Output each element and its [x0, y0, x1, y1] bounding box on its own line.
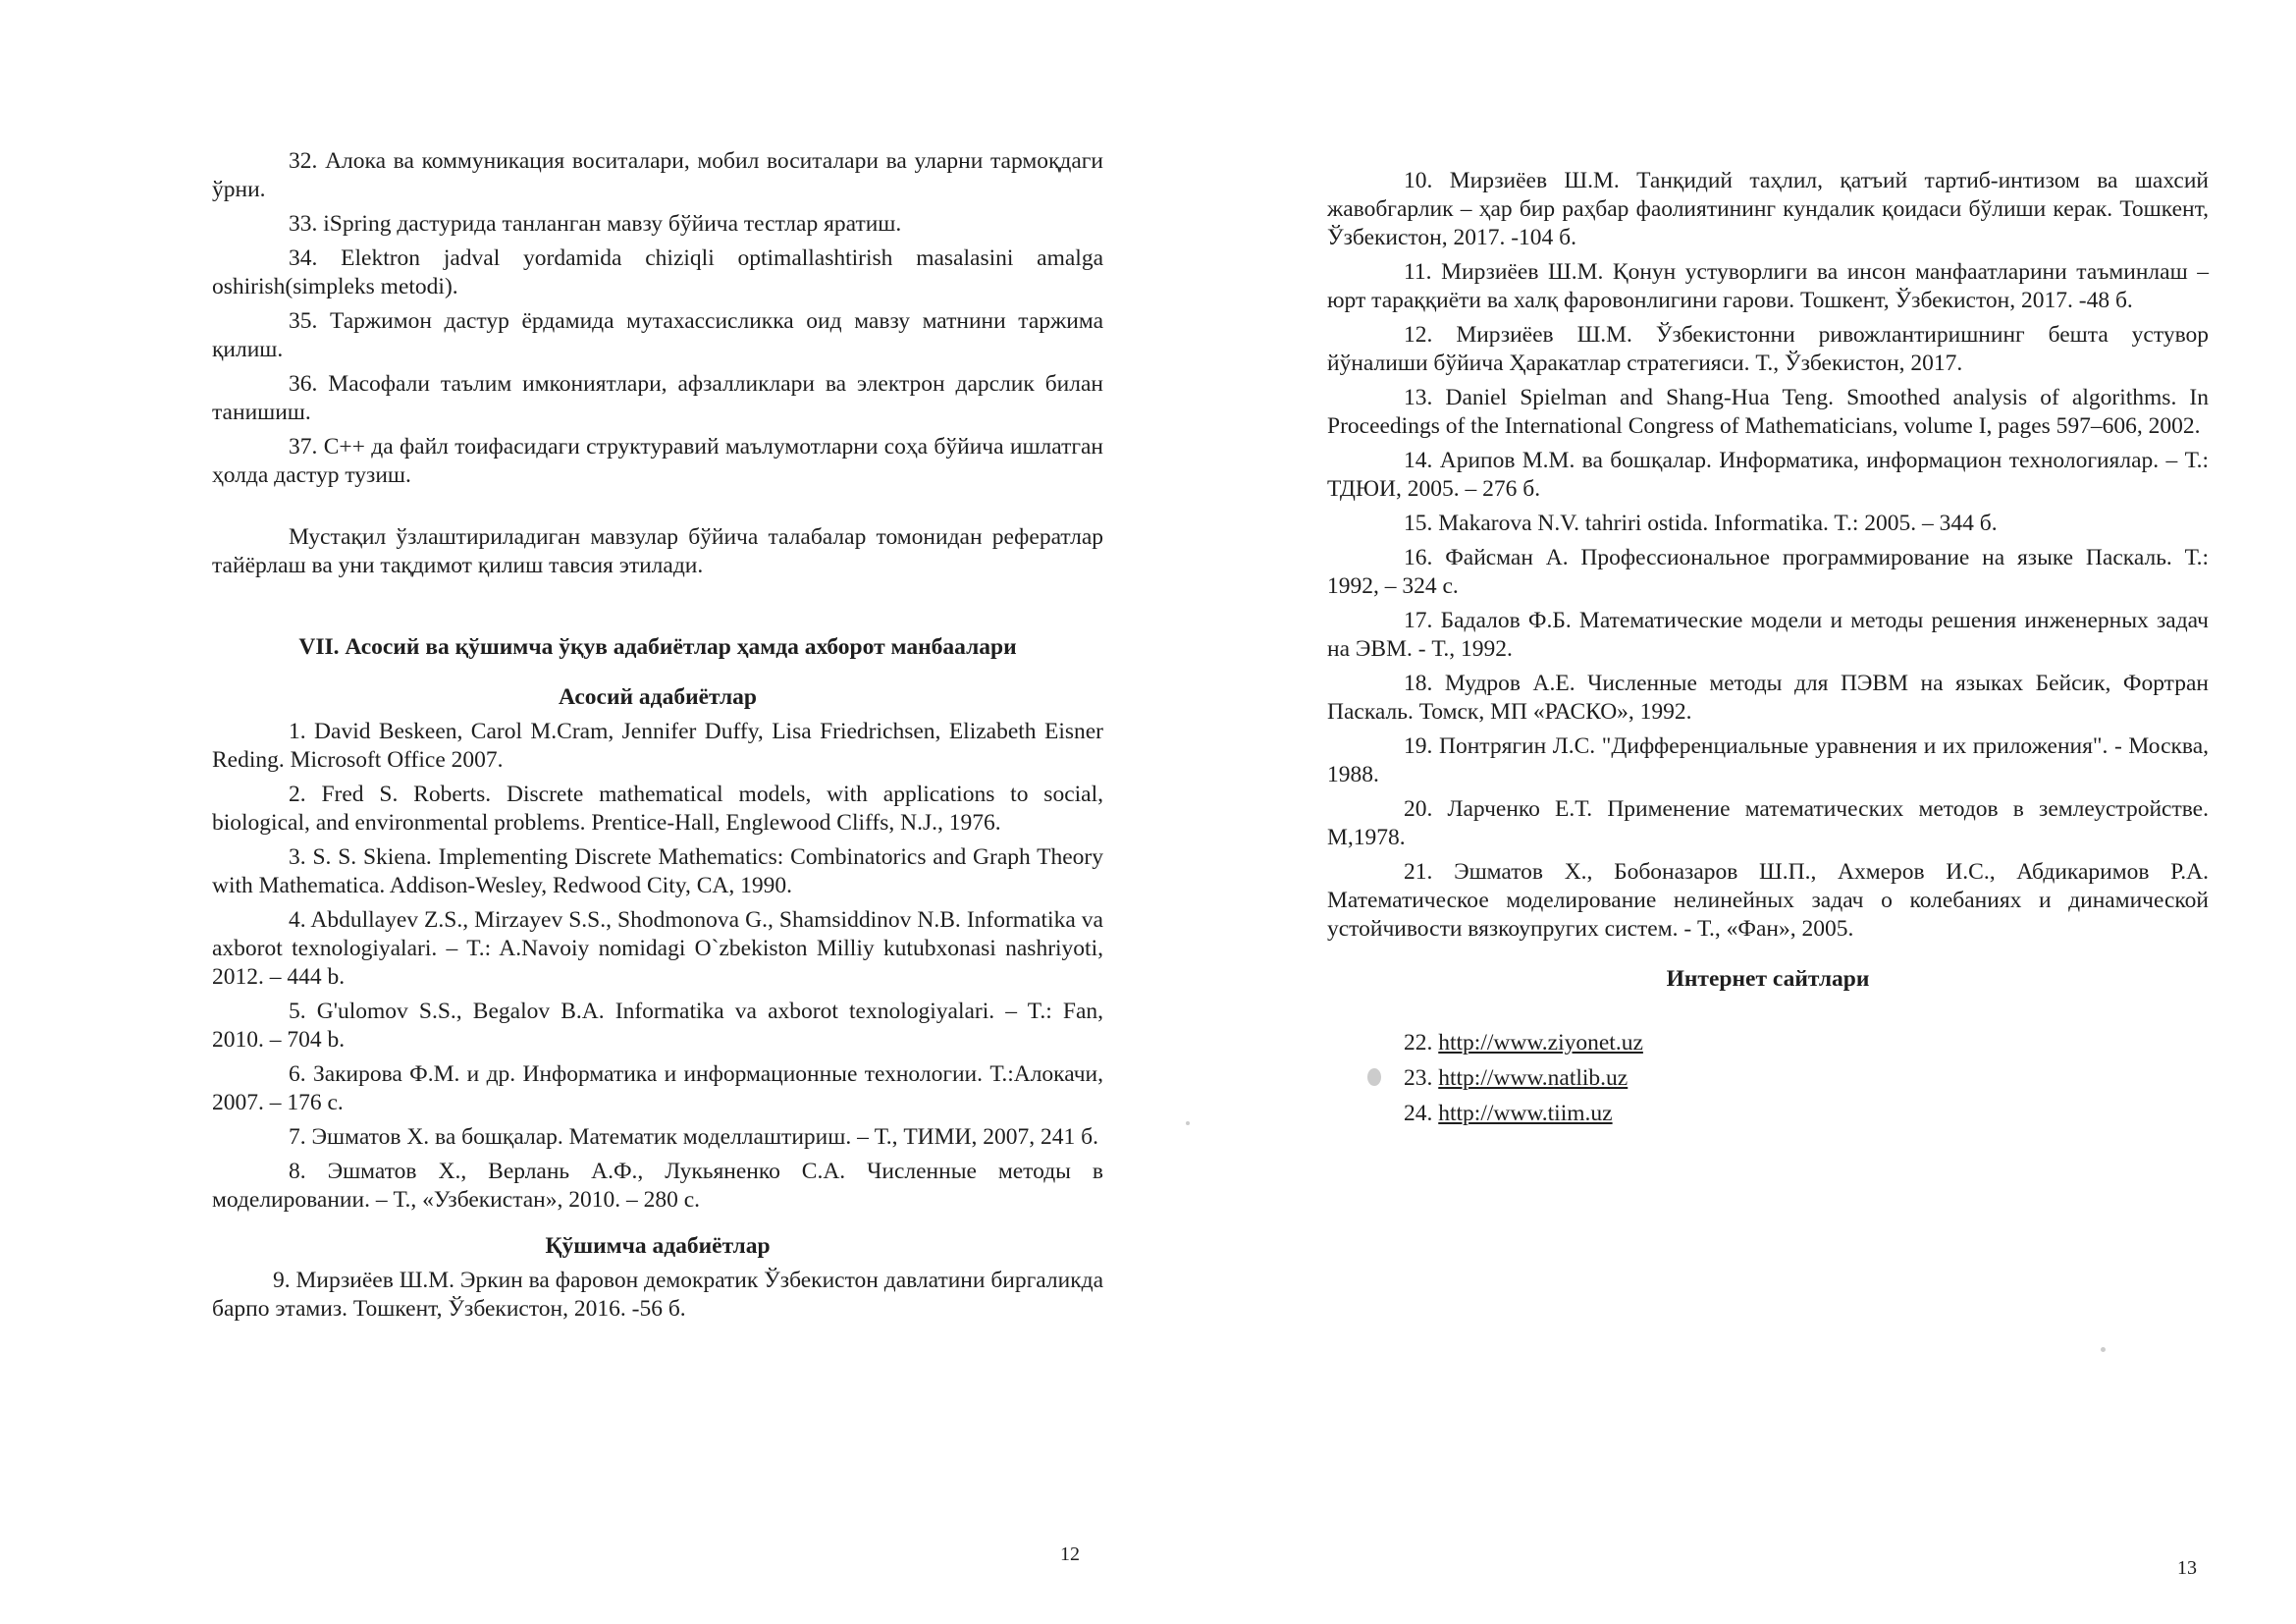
reference-item: 9. Мирзиёев Ш.М. Эркин ва фаровон демократик Ўзбекистон давлатини биргаликда барпо этамиз. Тошкент, Ўзбекистон, 2016. -56 б. [212, 1268, 1103, 1322]
reference-item: 16. Файсман А. Профессиональное программирование на языке Паскаль. Т.: 1992, – 324 с. [1327, 545, 2210, 599]
right-page [1148, 0, 2296, 1624]
right-page-content [1327, 167, 2209, 1135]
reference-item: 17. Бадалов Ф.Б. Математические модели и методы решения инженерных задач на ЭВМ. - Т., 1992. [1327, 608, 2209, 662]
list-item: 35. Таржимон дастур ёрдамида мутахассисликка оид мавзу матнини таржима қилиш. [212, 308, 1103, 362]
left-page-content [212, 147, 1103, 1329]
list-item: 34. Elektron jadval yordamida chiziqli optimallashtirish masalasini amalga oshirish(simpleks metodi). [212, 245, 1103, 299]
reference-item: 13. Daniel Spielman and Shang-Hua Teng. Smoothed analysis of algorithms. In Proceedings of the International Congress of Mathematicians, volume I, pages 597–606, 2002. [1327, 385, 2209, 439]
link-item: 22. http://www.ziyonet.uz [1404, 1030, 1643, 1056]
reference-item: 8. Эшматов Х., Верлань А.Ф., Лукьяненко С.А. Численные методы в моделировании. – Т., «Узбекистан», 2010. – 280 с. [212, 1159, 1103, 1213]
reference-item: 14. Арипов М.М. ва бошқалар. Информатика, информацион технологиялар. – Т.: ТДЮИ, 2005. – 276 б. [1327, 448, 2209, 502]
reference-item: 7. Эшматов Х. ва бошқалар. Математик моделлаштириш. – Т., ТИМИ, 2007, 241 б. [289, 1124, 1098, 1150]
reference-item: 11. Мирзиёев Ш.М. Қонун устуворлиги ва инсон манфаатларини таъминлаш – юрт тараққиёти ва халқ фаровонлигини гарови. Тошкент, Ўзбекистон, 2017. -48 б. [1327, 259, 2209, 313]
list-item: 37. C++ да файл тоифасидаги структуравий маълумотларни соҳа бўйича ишлатган ҳолда дастур тузиш. [212, 434, 1104, 488]
list-item: 32. Алока ва коммуникация воситалари, мобил воситалари ва уларни тармоқдаги ўрни. [212, 148, 1103, 202]
internet-sites-heading: Интернет сайтлари [1666, 966, 1870, 992]
extra-literature-heading: Қўшимча адабиётлар [545, 1233, 771, 1259]
list-item: 36. Масофали таълим имкониятлари, афзалликлари ва электрон дарслик билан танишиш. [212, 371, 1103, 425]
link-item: 24. http://www.tiim.uz [1404, 1101, 1613, 1126]
link-tiim[interactable]: http://www.tiim.uz [1438, 1101, 1613, 1126]
reference-item: 18. Мудров А.Е. Численные методы для ПЭВМ на языках Бейсик, Фортран Паскаль. Томск, МП «РАСКО», 1992. [1327, 671, 2209, 725]
section-heading: VII. Асосий ва қўшимча ўқув адабиётлар ҳамда ахборот манбаалари [298, 634, 1017, 660]
link-natlib[interactable]: http://www.natlib.uz [1438, 1065, 1629, 1091]
reference-item: 12. Мирзиёев Ш.М. Ўзбекистонни ривожлантиришнинг бешта устувор йўналиши бўйича Ҳаракатлар стратегияси. Т., Ўзбекистон, 2017. [1327, 322, 2210, 376]
reference-item: 2. Fred S. Roberts. Discrete mathematical models, with applications to social, biological, and environmental problems. Prentice-Hall, Englewood Cliffs, N.J., 1976. [212, 782, 1103, 836]
reference-item: 19. Понтрягин Л.С. "Дифференциальные уравнения и их приложения". - Москва, 1988. [1327, 733, 2210, 787]
internet-links [1327, 1029, 2209, 1128]
page-number: 13 [2177, 1557, 2197, 1579]
reference-item: 15. Makarova N.V. tahriri ostida. Informatika. T.: 2005. – 344 б. [1404, 511, 1998, 536]
reference-item: 1. David Beskeen, Carol M.Cram, Jennifer Duffy, Lisa Friedrichsen, Elizabeth Eisner Reding. Microsoft Office 2007. [212, 719, 1103, 773]
reference-item: 3. S. S. Skiena. Implementing Discrete Mathematics: Combinatorics and Graph Theory with Mathematica. Addison-Wesley, Redwood City, CA, 1990. [212, 844, 1103, 898]
list-item: 33. iSpring дастурида танланган мавзу бўйича тестлар яратиш. [289, 211, 902, 237]
scan-mark [1186, 1121, 1190, 1125]
reference-item: 10. Мирзиёев Ш.М. Танқидий таҳлил, қатъий тартиб-интизом ва шахсий жавобгарлик – ҳар бир раҳбар фаолиятининг кундалик қоидаси бўлиши керак. Тошкент, Ўзбекистон, 2017. -104 б. [1327, 168, 2210, 250]
scan-mark [1367, 1068, 1381, 1086]
reference-item: 6. Закирова Ф.М. и др. Информатика и информационные технологии. Т.:Алокачи, 2007. – 176 с. [212, 1061, 1103, 1115]
reference-item: 20. Ларченко Е.Т. Применение математических методов в землеустройстве. М,1978. [1327, 796, 2209, 850]
page-number: 12 [1060, 1543, 1080, 1565]
link-ziyonet[interactable]: http://www.ziyonet.uz [1438, 1030, 1643, 1056]
main-literature-heading: Асосий адабиётлар [558, 684, 758, 710]
link-item: 23. http://www.natlib.uz [1404, 1065, 1629, 1091]
scan-mark [2101, 1347, 2106, 1352]
reference-item: 5. G'ulomov S.S., Begalov B.A. Informatika va axborot texnologiyalari. – T.: Fan, 2010. – 704 b. [212, 999, 1104, 1053]
reference-item: 21. Эшматов Х., Бобоназаров Ш.П., Ахмеров И.С., Абдикаримов Р.А. Математическое моделирование нелинейных задач о колебаниях и динамической устойчивости вязкоупругих систем. - Т., «Фан», 2005. [1327, 859, 2210, 942]
independent-study-note: Мустақил ўзлаштириладиган мавзулар бўйича талабалар томонидан рефератлар тайёрлаш ва уни тақдимот қилиш тавсия этилади. [212, 524, 1103, 578]
reference-item: 4. Abdullayev Z.S., Mirzayev S.S., Shodmonova G., Shamsiddinov N.B. Informatika va axborot texnologiyalari. – T.: A.Navoiy nomidagi O`zbekiston Milliy kutubxonasi nashriyoti, 2012. – 444 b. [212, 907, 1103, 990]
